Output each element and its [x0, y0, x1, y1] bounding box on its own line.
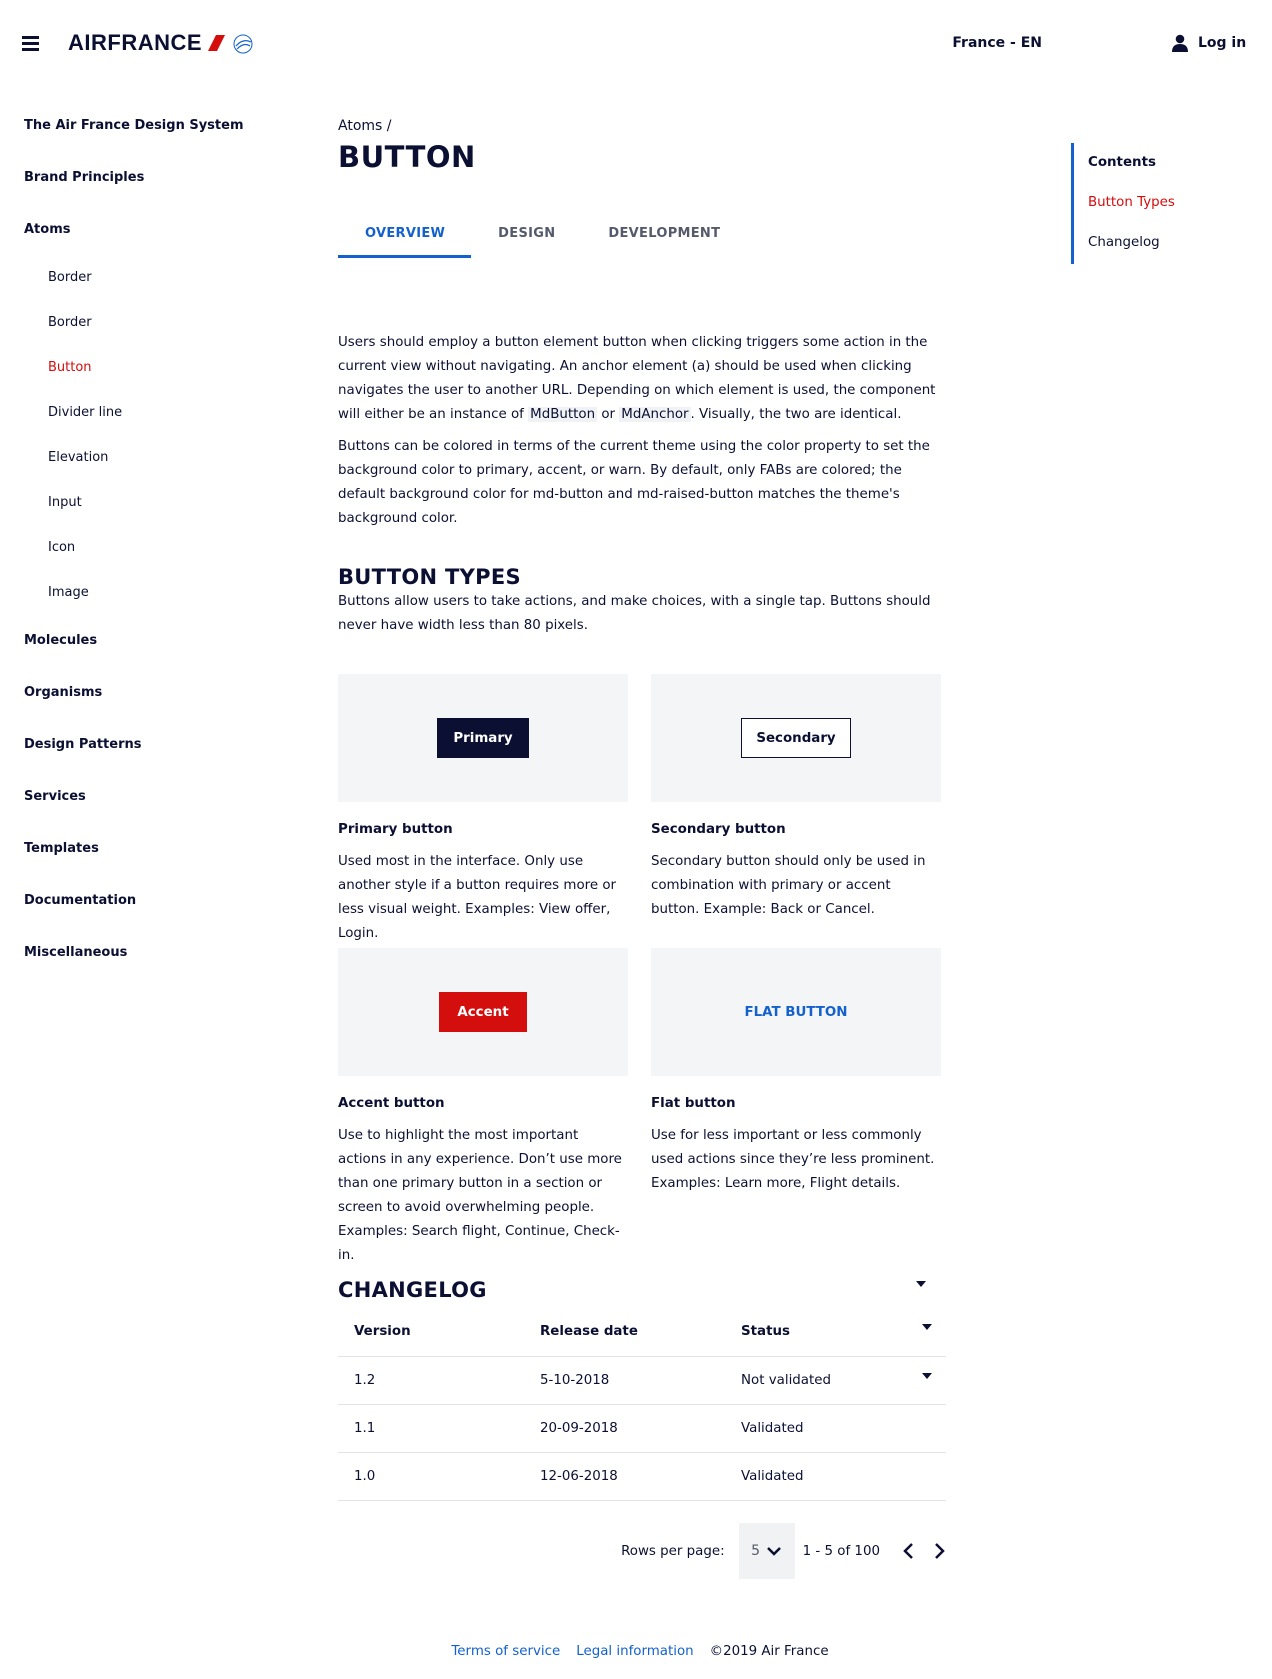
- accent-button[interactable]: Accent: [439, 992, 527, 1032]
- sort-icon[interactable]: [922, 1324, 932, 1330]
- sidebar-subitem-icon[interactable]: Icon: [48, 540, 76, 555]
- logo-stripe-icon: [208, 35, 230, 51]
- airfrance-logo[interactable]: [68, 30, 256, 56]
- sidebar-item-services[interactable]: Services: [24, 789, 86, 804]
- accent-card-title: Accent button: [338, 1096, 445, 1111]
- accent-card: [338, 948, 628, 1076]
- skyteam-icon: [230, 30, 256, 56]
- sidebar-item-design-system[interactable]: The Air France Design System: [24, 118, 244, 133]
- pagination-range: 1 - 5 of 100: [802, 1543, 880, 1559]
- primary-card-title: Primary button: [338, 822, 453, 837]
- button-types-heading: BUTTON TYPES: [338, 565, 521, 589]
- sidebar-item-design-patterns[interactable]: Design Patterns: [24, 737, 142, 752]
- cell-date: 5-10-2018: [540, 1373, 610, 1388]
- intro-paragraph-2: Buttons can be colored in terms of the current theme using the color property to set the background color to primary, accent, or warn. By default, only FABs are colored; the default background color for md-button and md-raised-button matches the theme's background color.: [338, 439, 930, 526]
- flat-card-title: Flat button: [651, 1096, 736, 1111]
- intro-paragraph-1: [338, 331, 948, 427]
- col-status-label: Status: [741, 1324, 790, 1339]
- footer: [0, 1644, 1272, 1659]
- sidebar-item-documentation[interactable]: Documentation: [24, 893, 137, 908]
- login-label: Log in: [1198, 35, 1247, 51]
- cell-status: Validated: [741, 1469, 804, 1484]
- sidebar-item-molecules[interactable]: Molecules: [24, 633, 98, 648]
- primary-button[interactable]: Primary: [437, 718, 529, 758]
- toc-indicator: [1071, 143, 1074, 264]
- primary-card: [338, 674, 628, 802]
- secondary-card-desc: Secondary button should only be used in combination with primary or accent button. Example: Back or Cancel.: [651, 854, 926, 917]
- secondary-button[interactable]: Secondary: [741, 718, 851, 758]
- terms-link[interactable]: Terms of service: [451, 1644, 561, 1659]
- table-pagination: [621, 1523, 946, 1579]
- col-release-date[interactable]: Release date: [540, 1324, 638, 1339]
- sidebar-item-templates[interactable]: Templates: [24, 841, 99, 856]
- sidebar-subitem-border[interactable]: Border: [48, 270, 92, 285]
- intro-text-or: or: [597, 407, 620, 422]
- tab-design[interactable]: DESIGN: [498, 226, 556, 241]
- cell-status: Validated: [741, 1421, 804, 1436]
- cell-version: 1.1: [354, 1421, 376, 1436]
- tab-development[interactable]: DEVELOPMENT: [608, 226, 721, 241]
- rows-per-page-select[interactable]: [739, 1523, 795, 1579]
- cell-status-label: Not validated: [741, 1373, 831, 1388]
- sidebar-subitem-input[interactable]: Input: [48, 495, 82, 510]
- col-version[interactable]: Version: [354, 1324, 411, 1339]
- sidebar-subitem-button[interactable]: Button: [48, 360, 92, 375]
- toc-item-button-types[interactable]: Button Types: [1088, 195, 1175, 210]
- sidebar-item-miscellaneous[interactable]: Miscellaneous: [24, 945, 128, 960]
- login-button[interactable]: [1172, 34, 1246, 52]
- page-title: BUTTON: [338, 140, 476, 174]
- accent-card-desc: Use to highlight the most important actions in any experience. Don’t use more than one primary button in a section or screen to avoid overwhelming people. Examples: Search flight, Continue, Check-in.: [338, 1128, 622, 1263]
- cell-version: 1.0: [354, 1469, 376, 1484]
- menu-icon[interactable]: [22, 36, 39, 50]
- expand-row-icon[interactable]: [922, 1373, 932, 1379]
- breadcrumb[interactable]: Atoms /: [338, 118, 392, 134]
- intro-text-b: . Visually, the two are identical.: [690, 407, 902, 422]
- user-icon: [1172, 34, 1188, 52]
- cell-status: [739, 1373, 946, 1388]
- changelog-heading: CHANGELOG: [338, 1278, 487, 1302]
- flat-card-desc: Use for less important or less commonly used actions since they’re less prominent. Examples: Learn more, Flight details.: [651, 1128, 935, 1191]
- changelog-collapse-icon[interactable]: [916, 1281, 926, 1287]
- copyright: ©2019 Air France: [709, 1644, 829, 1659]
- col-status[interactable]: [739, 1324, 946, 1339]
- sidebar-subitem-border-2[interactable]: Border: [48, 315, 92, 330]
- logo-text: AIRFRANCE: [68, 30, 203, 55]
- toc-item-changelog[interactable]: Changelog: [1088, 235, 1160, 250]
- sidebar-subitem-elevation[interactable]: Elevation: [48, 450, 109, 465]
- rows-per-page-label: Rows per page:: [621, 1543, 725, 1559]
- table-row: [338, 1357, 946, 1405]
- code-mdbutton: MdButton: [530, 407, 596, 422]
- toc-title: Contents: [1088, 155, 1156, 170]
- chevron-down-icon: [766, 1545, 782, 1557]
- sidebar-subitem-image[interactable]: Image: [48, 585, 89, 600]
- sidebar-item-atoms[interactable]: Atoms: [24, 222, 71, 237]
- tab-bar: [338, 208, 746, 258]
- primary-card-desc: Used most in the interface. Only use another style if a button requires more or less visual weight. Examples: View offer, Login.: [338, 854, 617, 941]
- cell-date: 12-06-2018: [540, 1469, 618, 1484]
- sidebar-item-organisms[interactable]: Organisms: [24, 685, 103, 700]
- secondary-card: [651, 674, 941, 802]
- table-row: [338, 1453, 946, 1501]
- sidebar-item-brand-principles[interactable]: Brand Principles: [24, 170, 145, 185]
- rows-per-page-value: 5: [751, 1543, 761, 1559]
- code-mdanchor: MdAnchor: [621, 407, 689, 422]
- tab-overview[interactable]: OVERVIEW: [338, 208, 471, 258]
- chevron-left-icon[interactable]: [902, 1542, 916, 1560]
- chevron-right-icon[interactable]: [932, 1542, 946, 1560]
- table-row: [338, 1405, 946, 1453]
- button-types-desc: Buttons allow users to take actions, and make choices, with a single tap. Buttons should never have width less than 80 pixels.: [338, 594, 931, 633]
- flat-card: [651, 948, 941, 1076]
- secondary-card-title: Secondary button: [651, 822, 786, 837]
- legal-link[interactable]: Legal information: [576, 1644, 694, 1659]
- flat-button[interactable]: FLAT BUTTON: [744, 1004, 848, 1020]
- cell-date: 20-09-2018: [540, 1421, 618, 1436]
- cell-version: 1.2: [354, 1373, 376, 1388]
- changelog-table: [338, 1307, 946, 1501]
- locale-selector[interactable]: France - EN: [952, 35, 1042, 51]
- table-header-row: [338, 1307, 946, 1357]
- intro-text-a: Users should employ a button element button when clicking triggers some action in the current view without navigating. An anchor element (a) should be used when clicking navigates the user to another URL. Depending on which element is used, the component will either be an instance of: [338, 335, 936, 422]
- sidebar-subitem-divider-line[interactable]: Divider line: [48, 405, 123, 420]
